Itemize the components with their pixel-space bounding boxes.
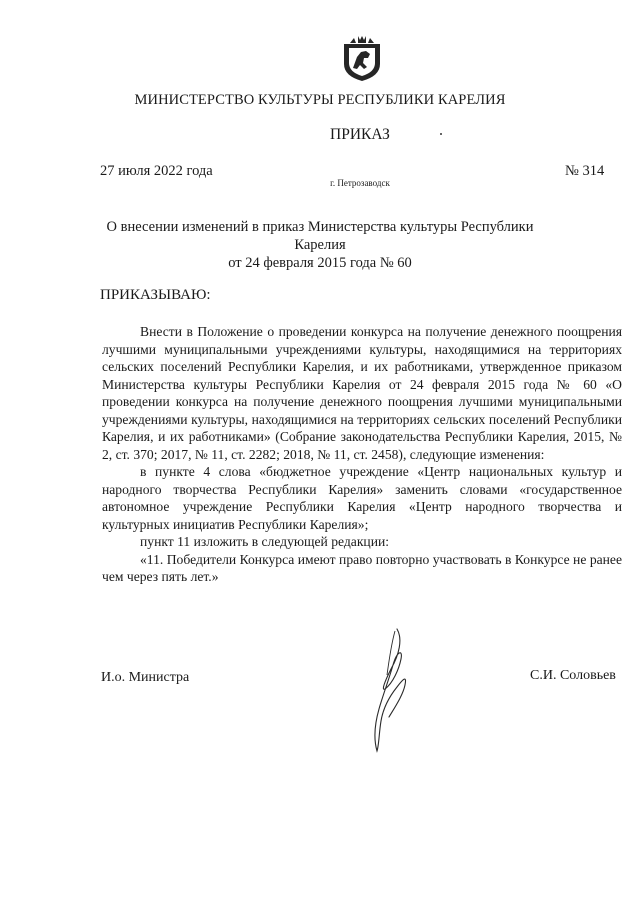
subject-line-1: О внесении изменений в приказ Министерства культуры Республики Карелия (106, 219, 534, 253)
subject-line-2: от 24 февраля 2015 года № 60 (228, 255, 412, 271)
order-subject (80, 218, 560, 272)
handwritten-signature (345, 625, 425, 755)
body-paragraph-3: пункт 11 изложить в следующей редакции: (140, 534, 390, 549)
coat-of-arms-icon (340, 34, 384, 82)
order-number: № 314 (565, 163, 605, 179)
body-paragraph-2: в пункте 4 слова «бюджетное учреждение «Центр национальных культур и народного творчества Республики Карелия» заменить словами «государственное автономное учреждение Республики Карелия «Центр народного творчества и культурных инициатив Республики Карелия»; (102, 464, 622, 532)
order-city: г. Петрозаводск (330, 178, 390, 188)
scan-dot (440, 122, 444, 124)
body-paragraph-4: «11. Победители Конкурса имеют право повторно участвовать в Конкурсе не ранее чем через пять лет.» (102, 551, 622, 584)
document-type: ПРИКАЗ (330, 126, 390, 143)
order-word: ПРИКАЗЫВАЮ: (100, 287, 211, 303)
order-body (102, 323, 622, 586)
order-date: 27 июля 2022 года (100, 163, 213, 179)
ministry-name: МИНИСТЕРСТВО КУЛЬТУРЫ РЕСПУБЛИКИ КАРЕЛИЯ (134, 92, 506, 108)
body-paragraph-1: Внести в Положение о проведении конкурса на получение денежного поощрения лучшими муниципальными учреждениями культуры, находящимися на территориях сельских поселений Республики Карелия, и их работниками, утвержденное приказом Министерства культуры Республики Карелия от 24 февраля 2015 года № 60 «О проведении конкурса на получение денежного поощрения лучшими муниципальными учреждениями культуры, находящимися на территориях сельских поселений Республики Карелия, и их работниками» (Собрание законодательства Республики Карелия, 2015, № 2, ст. 370; 2017, № 11, ст. 2282; 2018, № 11, ст. 2458), следующие изменения: (102, 324, 622, 462)
signatory-position: И.о. Министра (101, 670, 190, 685)
signatory-name: С.И. Соловьев (530, 668, 616, 683)
